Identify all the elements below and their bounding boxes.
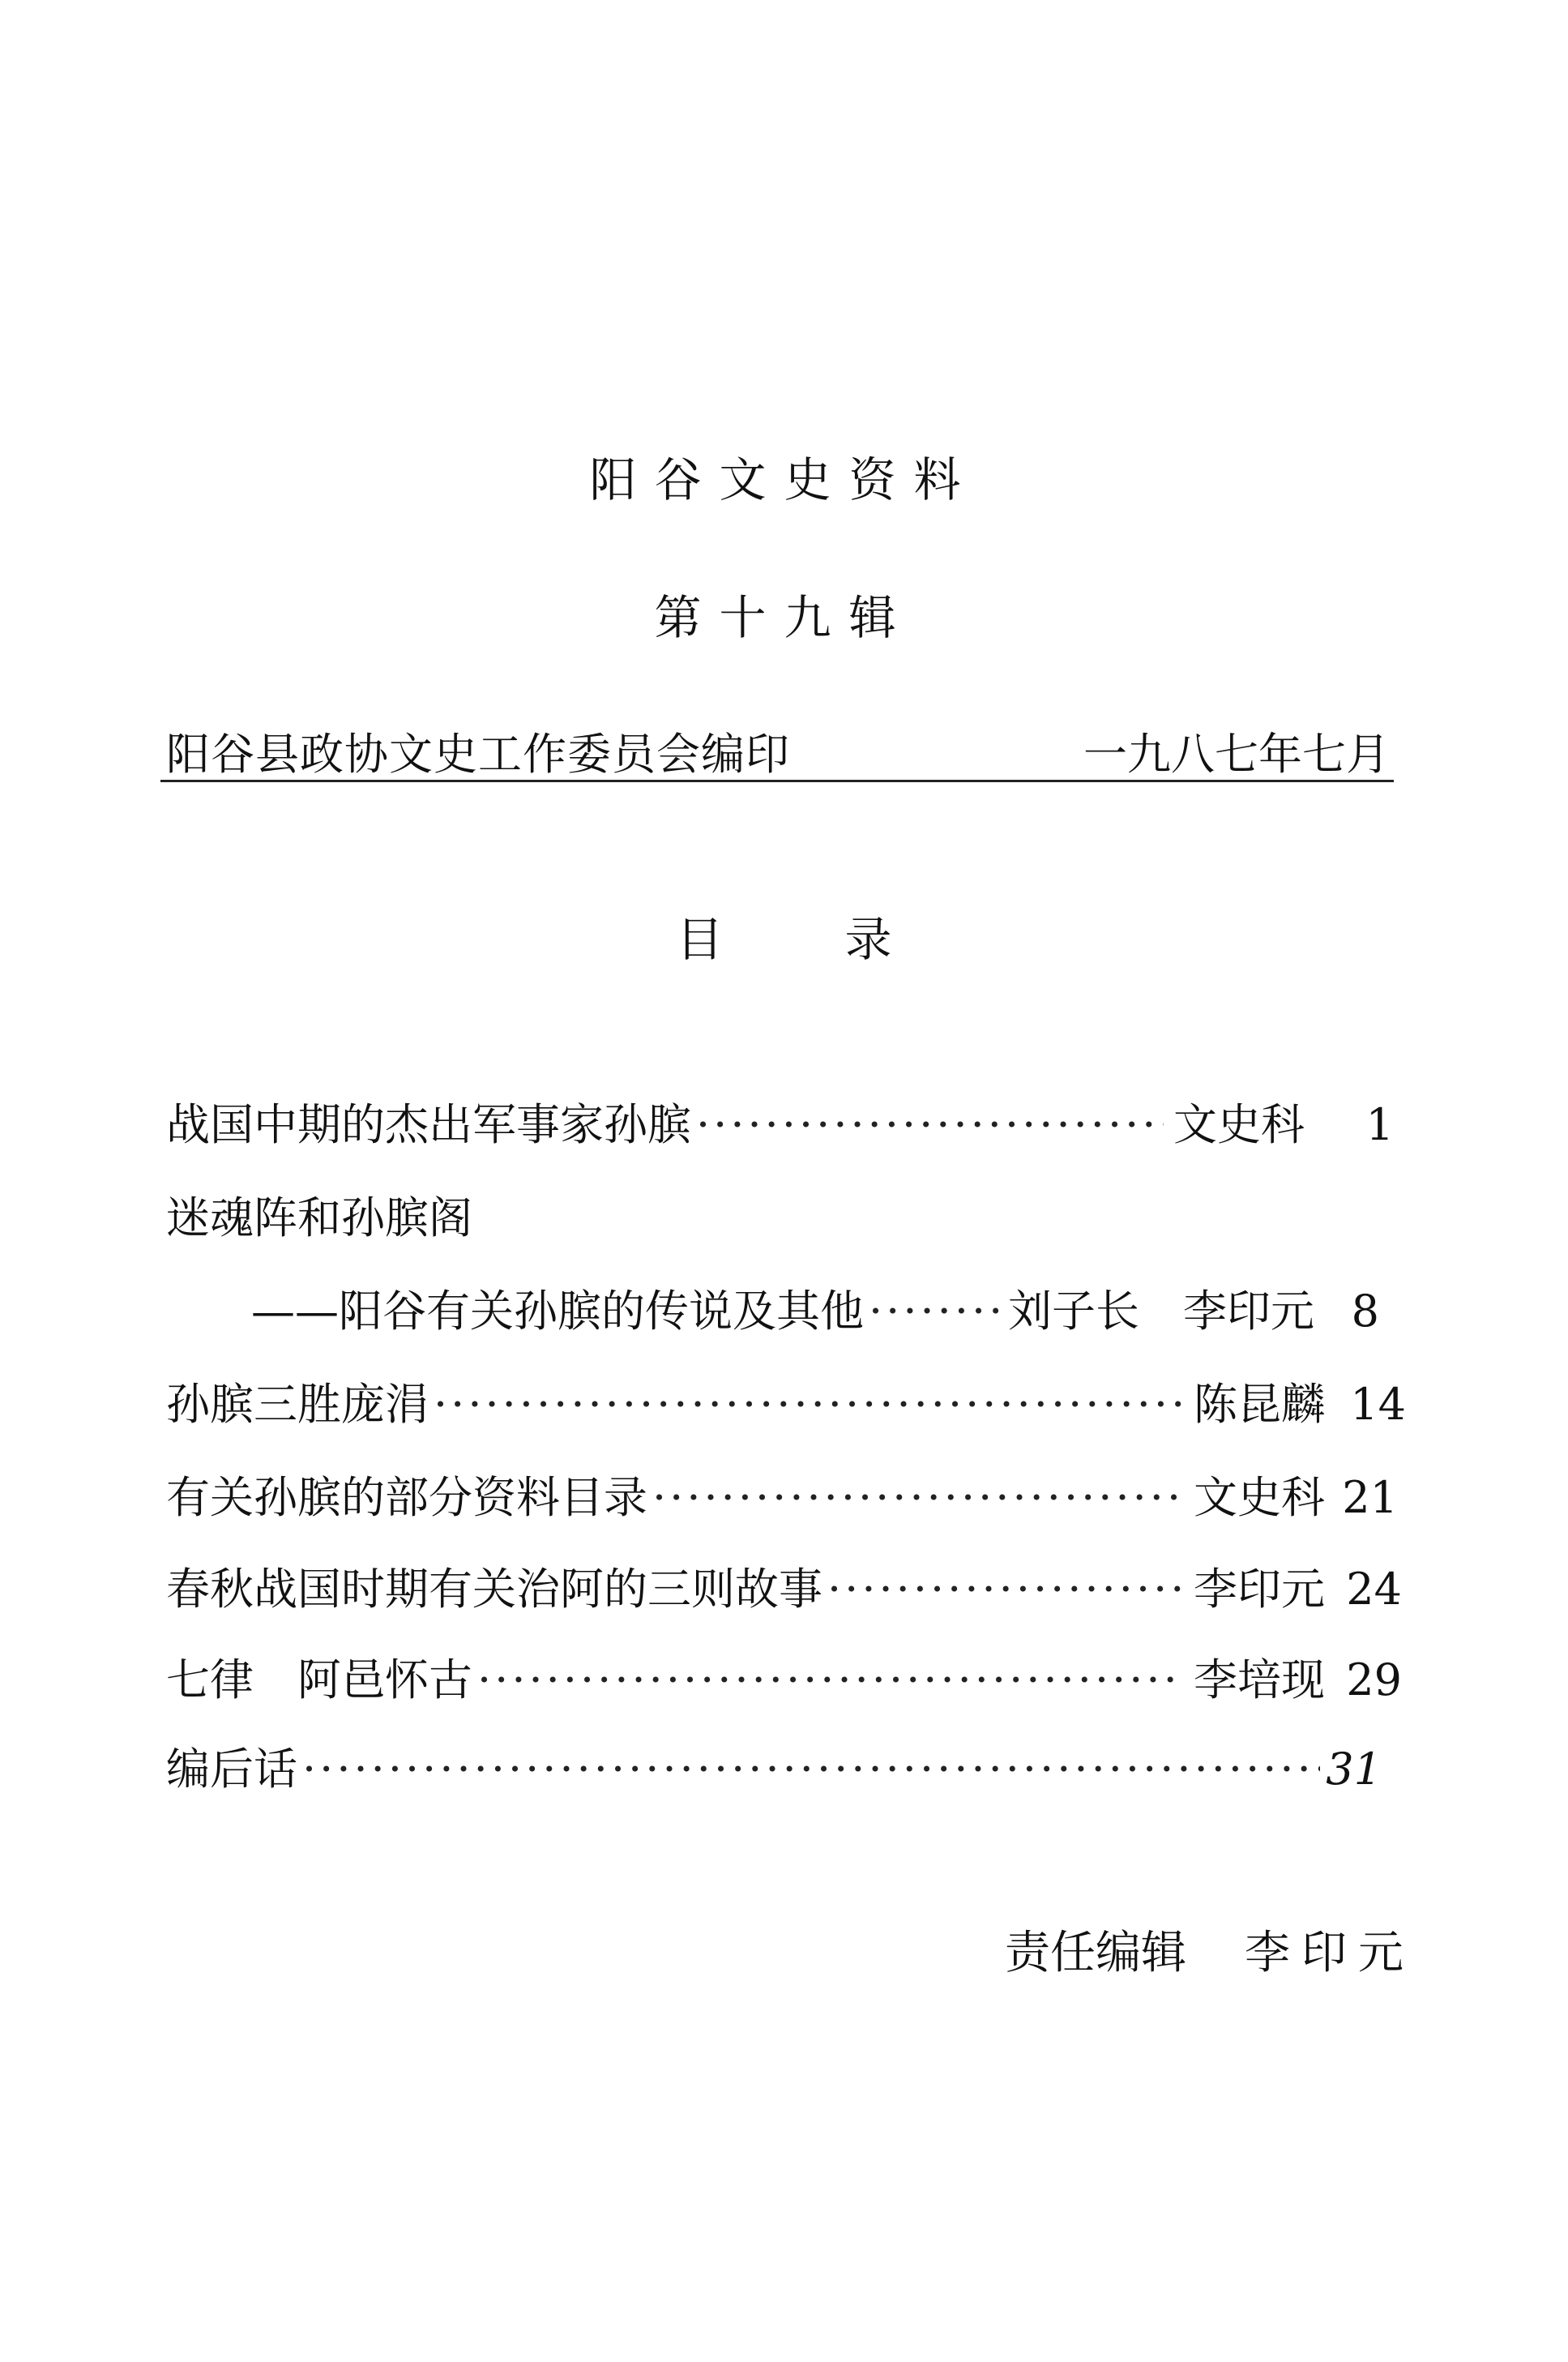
toc-entry[interactable]: [166, 1735, 1382, 1797]
toc-entry-page: 8: [1351, 1286, 1379, 1337]
toc-entry-author: 文史科: [1194, 1472, 1325, 1523]
toc-entry-page: 21: [1342, 1472, 1398, 1523]
toc-entry[interactable]: [166, 1555, 1402, 1617]
toc-entry-page: 29: [1346, 1654, 1402, 1705]
toc-entry-author: 李培现: [1194, 1654, 1325, 1705]
toc-entry-title: 编后话: [166, 1744, 297, 1795]
toc-entry-author: 陈昆麟: [1194, 1379, 1325, 1430]
volume-number: 第十九辑: [654, 590, 914, 645]
toc-entry[interactable]: [166, 1183, 1394, 1246]
series-title: 阳谷文史资料: [589, 452, 979, 507]
toc-entry-page: 14: [1350, 1379, 1406, 1430]
toc-entry-author: 文史科: [1173, 1099, 1305, 1150]
toc-entry-page: 31: [1326, 1744, 1382, 1795]
toc-heading-right: 录: [844, 912, 892, 967]
toc-entry[interactable]: [166, 1370, 1406, 1432]
publisher-row: [166, 720, 1390, 785]
toc-entry-page: 24: [1346, 1564, 1402, 1615]
toc-leader-dots: [477, 1654, 1184, 1705]
publication-date: 一九八七年七月: [1083, 729, 1390, 780]
toc-entry-author: 李印元: [1194, 1564, 1325, 1615]
toc-entry-page: 1: [1365, 1099, 1394, 1150]
toc-leader-dots: [434, 1379, 1184, 1430]
toc-entry-title: 迷魂阵和孙膑阁: [166, 1192, 472, 1243]
toc-leader-dots: [302, 1744, 1320, 1795]
toc-entry-title: 孙膑三胜庞涓: [166, 1379, 429, 1430]
toc-entry[interactable]: [166, 1090, 1394, 1153]
toc-heading: [0, 901, 1568, 969]
toc-leader-dots: [652, 1472, 1184, 1523]
toc-entry-title: 春秋战国时期有关治阿的三则故事: [166, 1564, 822, 1615]
toc-entry-title: 有关孙膑的部分资料目录: [166, 1472, 647, 1523]
toc-heading-left: 目: [676, 912, 724, 967]
toc-entry-subtitle[interactable]: [251, 1277, 1394, 1339]
editor-name: 李印元: [1245, 1927, 1415, 1979]
header-rule: [160, 780, 1394, 782]
publisher: 阳谷县政协文史工作委员会编印: [166, 729, 790, 780]
editor-credit: [1005, 1917, 1415, 1982]
toc-entry[interactable]: [166, 1463, 1398, 1525]
toc-entry-author: 刘子长 李印元: [1008, 1286, 1314, 1337]
toc-leader-dots: [869, 1286, 998, 1337]
editor-label: 责任编辑: [1005, 1927, 1186, 1979]
toc-entry-title: 七律 阿邑怀古: [166, 1654, 472, 1705]
toc-leader-dots: [696, 1099, 1164, 1150]
toc-entry-title: 战国中期的杰出军事家孙膑: [166, 1099, 691, 1150]
toc-leader-dots: [827, 1564, 1184, 1615]
toc-entry-title: ——阳谷有关孙膑的传说及其他: [251, 1286, 864, 1337]
toc-entry[interactable]: [166, 1645, 1402, 1708]
